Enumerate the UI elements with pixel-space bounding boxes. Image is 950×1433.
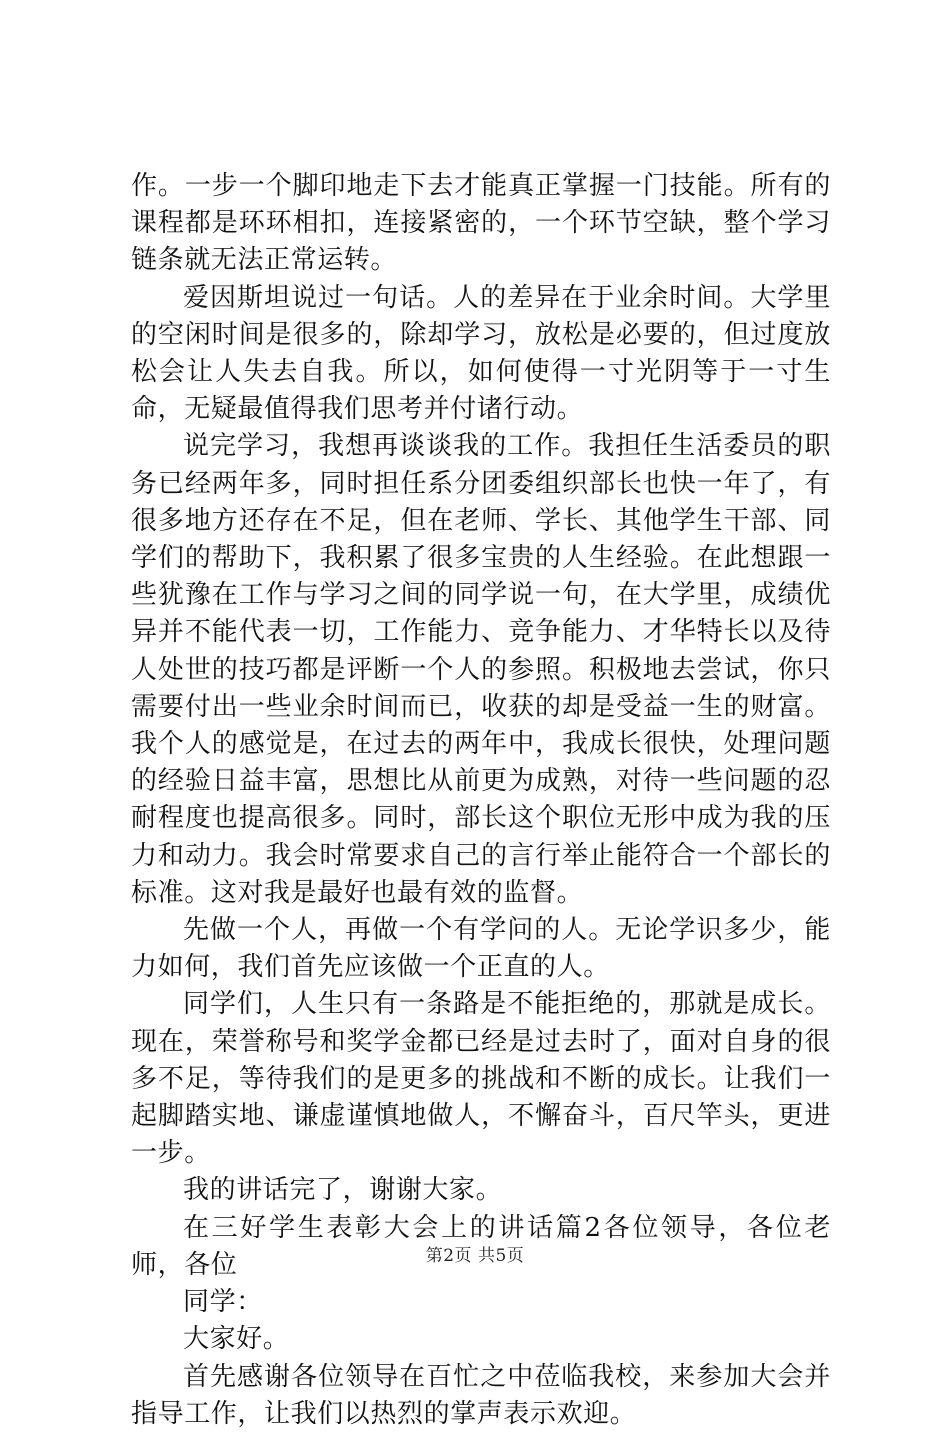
page-number-footer: 第2页 共5页 xyxy=(425,1246,525,1266)
paragraph-4: 先做一个人，再做一个有学问的人。无论学识多少，能力如何，我们首先应该做一个正直的人。 xyxy=(131,915,831,983)
paragraph-7: 在三好学生表彰大会上的讲话篇2各位领导，各位老师，各位 xyxy=(131,1212,831,1280)
paragraph-3: 说完学习，我想再谈谈我的工作。我担任生活委员的职务已经两年多，同时担任系分团委组织部长也快一年了，有很多地方还存在不足，但在老师、学长、其他学生干部、同学们的帮助下，我积累了很多宝贵的人生经验。在此想跟一些犹豫在工作与学习之间的同学说一句，在大学里，成绩优异并不能代表一切，工作能力、竞争能力、才华特长以及待人处世的技巧都是评断一个人的参照。积极地去尝试，你只需要付出一些业余时间而已，收获的却是受益一生的财富。我个人的感觉是，在过去的两年中，我成长很快，处理问题的经验日益丰富，思想比从前更为成熟，对待一些问题的忍耐程度也提高很多。同时，部长这个职位无形中成为我的压力和动力。我会时常要求自己的言行举止能符合一个部长的标准。这对我是最好也最有效的监督。 xyxy=(131,431,831,908)
paragraph-10: 首先感谢各位领导在百忙之中莅临我校，来参加大会并指导工作，让我们以热烈的掌声表示欢迎。 xyxy=(131,1361,831,1429)
paragraph-5: 同学们，人生只有一条路是不能拒绝的，那就是成长。现在，荣誉称号和奖学金都已经是过去时了，面对自身的很多不足，等待我们的是更多的挑战和不断的成长。让我们一起脚踏实地、谦虚谨慎地做人，不懈奋斗，百尺竿头，更进一步。 xyxy=(131,989,831,1169)
paragraph-6: 我的讲话完了，谢谢大家。 xyxy=(183,1175,503,1206)
paragraph-1: 作。一步一个脚印地走下去才能真正掌握一门技能。所有的课程都是环环相扣，连接紧密的，一个环节空缺，整个学习链条就无法正常运转。 xyxy=(131,171,831,276)
paragraph-2: 爱因斯坦说过一句话。人的差异在于业余时间。大学里的空闲时间是很多的，除却学习，放松是必要的，但过度放松会让人失去自我。所以，如何使得一寸光阴等于一寸生命，无疑最值得我们思考并付诸行动。 xyxy=(131,282,831,425)
paragraph-8: 同学： xyxy=(183,1287,263,1318)
paragraph-9: 大家好。 xyxy=(183,1324,290,1355)
